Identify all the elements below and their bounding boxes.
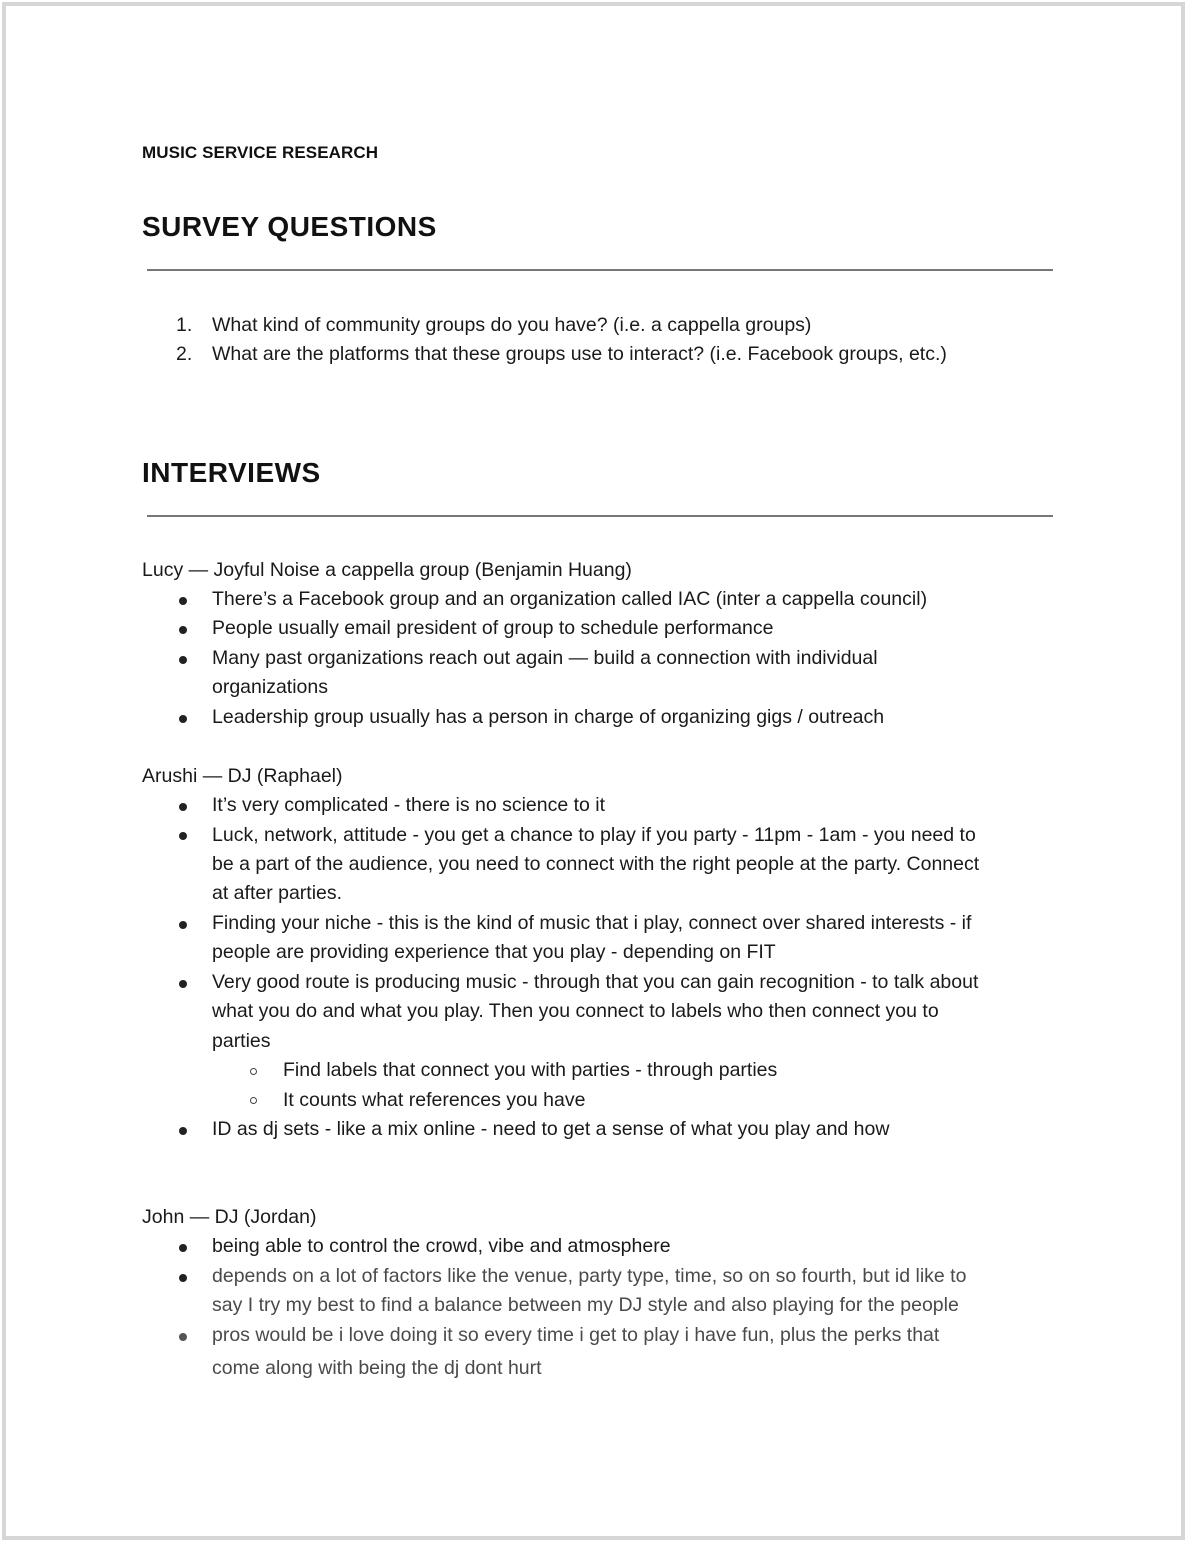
interview-note: pros would be i love doing it so every time i get to play i have fun, plus the perks that (212, 1324, 940, 1346)
interview-header: Lucy — Joyful Noise a cappella group (Benjamin Huang) (142, 559, 632, 581)
bullet-icon (179, 626, 187, 634)
section-divider (147, 515, 1053, 517)
list-item-number: 2. (176, 343, 193, 365)
bullet-icon (179, 1244, 187, 1252)
interview-note: Finding your niche - this is the kind of music that i play, connect over shared interests - if (212, 912, 972, 934)
section-divider (147, 269, 1053, 271)
interview-note-continuation: be a part of the audience, you need to connect with the right people at the party. Connect (212, 853, 980, 875)
bullet-icon (179, 715, 187, 723)
interview-note-continuation: people are providing experience that you play - depending on FIT (212, 941, 776, 963)
interview-note: Leadership group usually has a person in charge of organizing gigs / outreach (212, 706, 885, 728)
document-title: MUSIC SERVICE RESEARCH (142, 143, 379, 162)
interview-header: John — DJ (Jordan) (142, 1206, 317, 1228)
survey-question: What kind of community groups do you have? (i.e. a cappella groups) (212, 314, 812, 336)
interview-note: depends on a lot of factors like the venue, party type, time, so on so fourth, but id like to (212, 1265, 967, 1287)
interview-note: Many past organizations reach out again — build a connection with individual (212, 647, 878, 669)
bullet-icon (179, 1274, 187, 1282)
interview-note: It’s very complicated - there is no science to it (212, 794, 606, 816)
bullet-icon (179, 832, 187, 840)
interview-sub-note: Find labels that connect you with parties - through parties (283, 1059, 778, 1081)
bullet-icon (179, 1127, 187, 1135)
interview-header: Arushi — DJ (Raphael) (142, 765, 343, 787)
survey-questions-heading: SURVEY QUESTIONS (142, 211, 437, 242)
bullet-icon (179, 980, 187, 988)
survey-question: What are the platforms that these groups use to interact? (i.e. Facebook groups, etc.) (212, 343, 947, 365)
interview-sub-note: It counts what references you have (283, 1089, 586, 1111)
bullet-icon (179, 803, 187, 811)
interview-note: There’s a Facebook group and an organization called IAC (inter a cappella council) (212, 588, 928, 610)
interview-note: ID as dj sets - like a mix online - need to get a sense of what you play and how (212, 1118, 890, 1140)
interview-note-continuation: come along with being the dj dont hurt (212, 1357, 542, 1379)
interview-note-continuation: say I try my best to find a balance between my DJ style and also playing for the people (212, 1294, 959, 1316)
list-item-number: 1. (176, 314, 193, 336)
interview-note: Luck, network, attitude - you get a chance to play if you party - 11pm - 1am - you need to (212, 824, 976, 846)
interview-note-continuation: parties (212, 1030, 271, 1052)
interview-note-continuation: organizations (212, 676, 328, 698)
interview-note: being able to control the crowd, vibe and atmosphere (212, 1235, 671, 1257)
interview-note: Very good route is producing music - through that you can gain recognition - to talk about (212, 971, 979, 993)
bullet-icon (179, 597, 187, 605)
bullet-icon (179, 921, 187, 929)
interviews-heading: INTERVIEWS (142, 457, 321, 488)
bullet-icon (179, 1333, 187, 1341)
interview-note: People usually email president of group to schedule performance (212, 617, 774, 639)
interview-note-continuation: what you do and what you play. Then you connect to labels who then connect you to (212, 1000, 939, 1022)
bullet-icon (179, 656, 187, 664)
interview-note-continuation: at after parties. (212, 882, 343, 904)
sub-bullet-icon (250, 1097, 257, 1104)
sub-bullet-icon (250, 1068, 257, 1075)
